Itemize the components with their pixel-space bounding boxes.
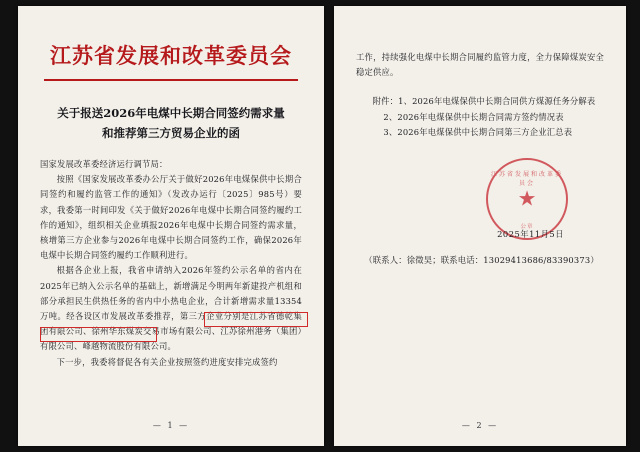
attachments-label: 附件：	[372, 96, 399, 107]
body-paragraph-continued: 工作，持续强化电煤中长期合同履约监管力度，全力保障煤炭安全稳定供应。	[356, 52, 604, 78]
seal-top-text: 江苏省发展和改革委员会	[490, 171, 563, 188]
document-page-1	[18, 6, 324, 446]
attachment-item-2: 2、2026年电煤保供中长期合同需方签约情况表	[383, 111, 564, 122]
body-paragraph-2: 根据各企业上报，我省申请纳入2026年签约公示名单的省内在2025年已纳入公示名单的基础上，新增满足今明两年新建投产机组和部分承担民生供热任务的省内中小热电企业，合计新增需求量13354万吨。经各设区市发展改革委推荐，第三方企业分别是江苏省德乾集团有限公司、徐州华东煤炭交易市场有限公司、江苏徐州港务（集团）有限公司、峰越物流股份有限公司。	[40, 265, 302, 352]
body-paragraph-1: 按照《国家发展改革委办公厅关于做好2026年电煤保供中长期合同签约和履约监管工作的通知》（发改办运行〔2025〕985号）要求，我委第一时间印发《关于做好2026年电煤中长期合同签约履约工作的通知》，组织相关企业填报2026年电煤中长期合同签约需求量，核增第三方企业参与2026年电煤中长期合同签约工作，确保2026年电煤中长期合同签约履约工作顺利进行。	[40, 174, 302, 261]
issuing-organization-title: 江苏省发展和改革委员会	[50, 44, 292, 68]
document-page-2	[334, 6, 626, 446]
contact-info: （联系人：徐徵昊；联系电话：13029413686/83390373）	[364, 255, 599, 266]
document-title: 关于报送2026年电煤中长期合同签约需求量和推荐第三方贸易企业的函	[57, 106, 285, 140]
seal-bottom-text: 公章	[520, 224, 534, 231]
page-number-1: — 1 —	[152, 421, 190, 430]
signature-block	[356, 156, 604, 242]
header-divider-rule	[44, 79, 298, 81]
document-body-page-1	[40, 157, 302, 370]
attachment-text-1: 1、2026年电煤保供中长期合同供方煤源任务分解表	[398, 96, 596, 107]
attachment-item-1	[356, 94, 604, 109]
page-number-2: — 2 —	[461, 421, 499, 430]
signature-date: 2025年11月5日	[497, 229, 564, 240]
attachment-item-3: 3、2026年电煤保供中长期合同第三方企业汇总表	[383, 126, 573, 137]
salutation: 国家发展改革委经济运行调节局：	[40, 159, 168, 169]
body-paragraph-3: 下一步，我委将督促各有关企业按照签约进度安排完成签约	[56, 356, 278, 367]
star-icon: ★	[517, 186, 537, 211]
attachments-list	[356, 94, 604, 140]
document-body-page-2	[356, 50, 604, 80]
